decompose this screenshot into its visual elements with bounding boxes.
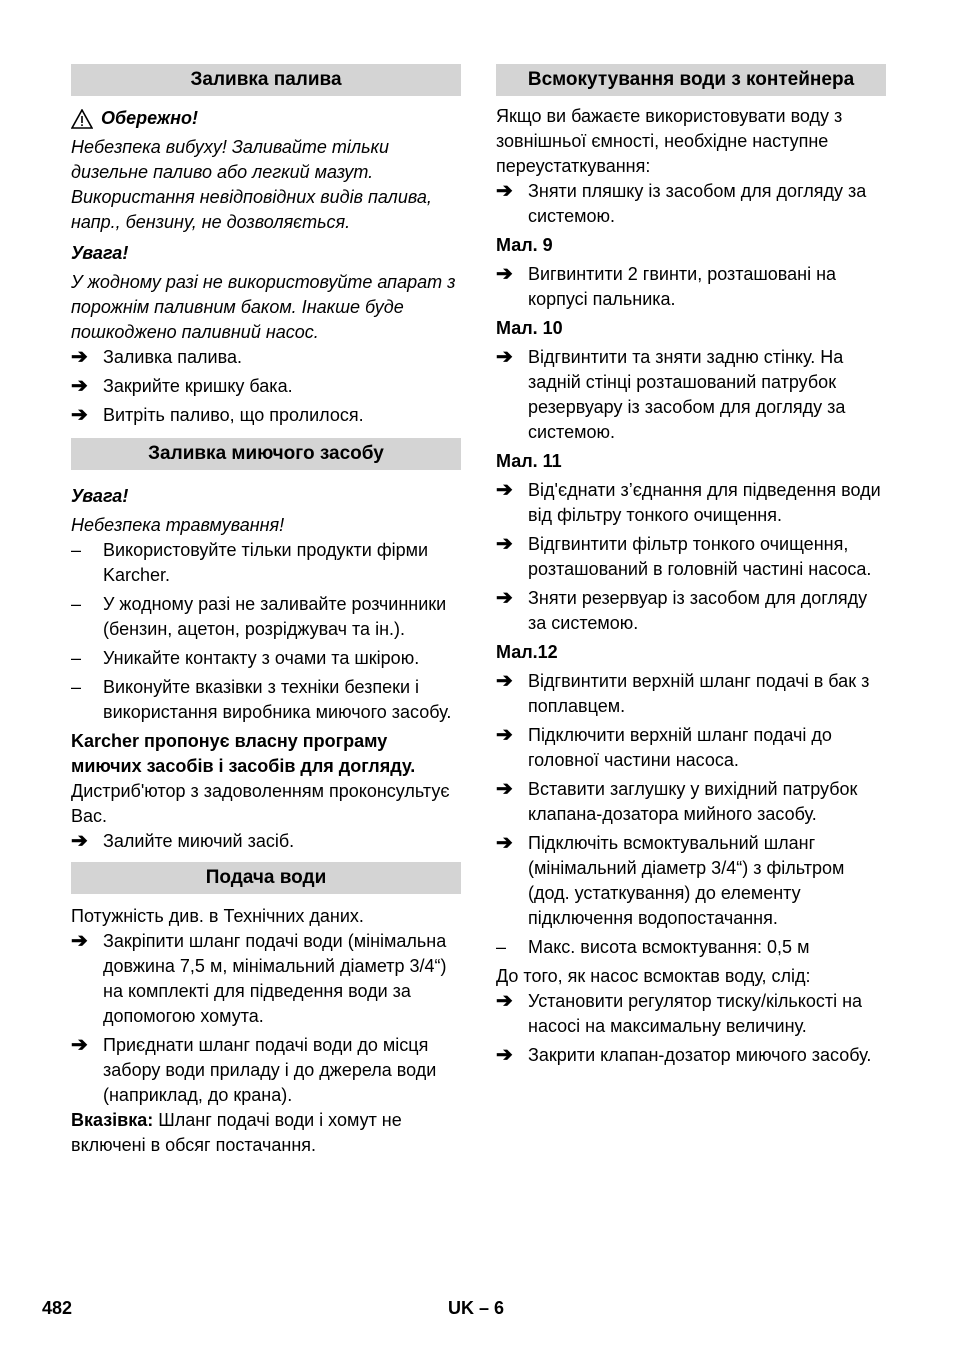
det-dash-item bbox=[71, 675, 461, 725]
dash-marker: – bbox=[71, 677, 82, 697]
water-step bbox=[71, 929, 461, 1029]
det-step bbox=[71, 829, 461, 854]
step-text: Закрити клапан-дозатор миючого засобу. bbox=[528, 1045, 872, 1065]
suction-step bbox=[496, 586, 886, 636]
karcher-program-text: Karcher пропонує власну програму миючих засобів і засобів для догляду. bbox=[71, 731, 416, 776]
max-height-item bbox=[496, 935, 886, 960]
dash-marker: – bbox=[71, 540, 82, 560]
step-text: Витріть паливо, що пролилося. bbox=[103, 405, 364, 425]
suction-step bbox=[496, 345, 886, 445]
final-step bbox=[496, 989, 886, 1039]
power-text: Потужність див. в Технічних даних. bbox=[71, 906, 364, 926]
step-text: Відгвинтити верхній шланг подачі в бак з поплавцем. bbox=[528, 671, 870, 716]
detergent-header: Заливка миючого засобу bbox=[71, 438, 461, 470]
arrow-icon: ➔ bbox=[496, 346, 513, 368]
suction-header: Всмокутування води з контейнера bbox=[496, 64, 886, 96]
dash-marker: – bbox=[71, 594, 82, 614]
distributor-text: Дистриб'ютор з задоволенням проконсультує Вас. bbox=[71, 781, 450, 826]
arrow-icon: ➔ bbox=[71, 930, 88, 952]
warning-triangle-icon bbox=[71, 109, 93, 129]
water-header: Подача води bbox=[71, 862, 461, 894]
arrow-icon: ➔ bbox=[496, 1044, 513, 1066]
intro-text: Якщо ви бажаєте використовувати воду з зовнішньої ємності, необхідне наступне переустаткування: bbox=[496, 106, 843, 176]
arrow-icon: ➔ bbox=[71, 830, 88, 852]
step-text: Відгвинтити та зняти задню стінку. На задній стінці розташований патрубок резервуару із засобом для догляду за системою. bbox=[528, 347, 846, 442]
fuel-step bbox=[71, 345, 461, 370]
arrow-icon: ➔ bbox=[496, 670, 513, 692]
step-text: Зняти пляшку із засобом для догляду за системою. bbox=[528, 181, 867, 226]
arrow-icon: ➔ bbox=[71, 346, 88, 368]
note-paragraph bbox=[71, 1108, 461, 1158]
dash-text: Використовуйте тільки продукти фірми Karcher. bbox=[103, 540, 429, 585]
step-text: Приєднати шланг подачі води до місця забору води приладу і до джерела води (наприклад, до крана). bbox=[103, 1035, 437, 1105]
caution-text: Небезпека вибуху! Заливайте тільки дизельне паливо або легкий мазут. Використання невідповідних видів палива, напр., бензину, не дозволяється. bbox=[71, 137, 432, 232]
fig-label-11: Мал. 11 bbox=[496, 451, 562, 471]
det-attention-text: Небезпека травмування! bbox=[71, 515, 285, 535]
before-text: До того, як насос всмоктав воду, слід: bbox=[496, 966, 811, 986]
dash-marker: – bbox=[71, 648, 82, 668]
arrow-icon: ➔ bbox=[496, 990, 513, 1012]
fig-label-9: Мал. 9 bbox=[496, 235, 553, 255]
dash-marker: – bbox=[496, 937, 507, 957]
suction-step bbox=[496, 262, 886, 312]
fuel-step bbox=[71, 374, 461, 399]
note-text: Шланг подачі води і хомут не включені в обсяг постачання. bbox=[71, 1110, 402, 1155]
arrow-icon: ➔ bbox=[71, 404, 88, 426]
step-text: Підключіть всмоктувальний шланг (мінімальний діаметр 3/4“) з фільтром (дод. устаткування) до елементу підключення водопостачання. bbox=[528, 833, 845, 928]
step-text: Закріпити шланг подачі води (мінімальна довжина 7,5 м, мінімальний діаметр 3/4“) на комплекті для підведення води за допомогою хомута. bbox=[103, 931, 447, 1026]
step-text: Підключити верхній шланг подачі до головної частини насоса. bbox=[528, 725, 832, 770]
left-column bbox=[71, 64, 461, 1158]
final-step bbox=[496, 1043, 886, 1068]
attention-text: У жодному разі не використовуйте апарат з порожнім паливним баком. Інакше буде пошкоджено паливний насос. bbox=[71, 272, 456, 342]
arrow-icon: ➔ bbox=[71, 1034, 88, 1056]
page-number: 482 bbox=[42, 1298, 73, 1318]
note-label: Вказівка: bbox=[71, 1110, 154, 1130]
det-dash-item bbox=[71, 646, 461, 671]
caution-line bbox=[71, 106, 461, 131]
fig-label-10: Мал. 10 bbox=[496, 318, 563, 338]
arrow-icon: ➔ bbox=[496, 180, 513, 202]
step-text: Відгвинтити фільтр тонкого очищення, розташований в головній частині насоса. bbox=[528, 534, 872, 579]
fig-label-12: Мал.12 bbox=[496, 642, 558, 662]
dash-text: Макс. висота всмоктування: 0,5 м bbox=[528, 937, 810, 957]
water-step bbox=[71, 1033, 461, 1108]
step-text: Заливка палива. bbox=[103, 347, 242, 367]
dash-text: У жодному разі не заливайте розчинники (бензин, ацетон, розріджувач та ін.). bbox=[103, 594, 447, 639]
arrow-icon: ➔ bbox=[496, 832, 513, 854]
suction-step bbox=[496, 478, 886, 528]
arrow-icon: ➔ bbox=[496, 587, 513, 609]
det-attention-label: Увага! bbox=[71, 486, 129, 506]
fuel-step bbox=[71, 403, 461, 428]
step-text: Закрийте кришку бака. bbox=[103, 376, 293, 396]
det-dash-item bbox=[71, 538, 461, 588]
arrow-icon: ➔ bbox=[496, 778, 513, 800]
step-text: Зняти резервуар із засобом для догляду за системою. bbox=[528, 588, 868, 633]
right-column bbox=[496, 64, 886, 1068]
arrow-icon: ➔ bbox=[496, 479, 513, 501]
step-text: Вигвинтити 2 гвинти, розташовані на корпусі пальника. bbox=[528, 264, 837, 309]
arrow-icon: ➔ bbox=[496, 533, 513, 555]
suction-step bbox=[496, 831, 886, 931]
section-label: UK – 6 bbox=[448, 1298, 505, 1318]
caution-label: Обережно! bbox=[101, 108, 199, 128]
step-text: Вставити заглушку у вихідний патрубок клапана-дозатора мийного засобу. bbox=[528, 779, 858, 824]
arrow-icon: ➔ bbox=[71, 375, 88, 397]
step-text: Залийте миючий засіб. bbox=[103, 831, 295, 851]
attention-label: Увага! bbox=[71, 243, 129, 263]
dash-text: Уникайте контакту з очами та шкірою. bbox=[103, 648, 420, 668]
dash-text: Виконуйте вказівки з техніки безпеки і використання виробника миючого засобу. bbox=[103, 677, 452, 722]
suction-step bbox=[496, 777, 886, 827]
suction-step bbox=[496, 723, 886, 773]
suction-step bbox=[496, 179, 886, 229]
fuel-header: Заливка палива bbox=[71, 64, 461, 96]
det-dash-item bbox=[71, 592, 461, 642]
step-text: Установити регулятор тиску/кількості на насосі на максимальну величину. bbox=[528, 991, 863, 1036]
step-text: Від'єднати з’єднання для підведення води від фільтру тонкого очищення. bbox=[528, 480, 881, 525]
suction-step bbox=[496, 669, 886, 719]
arrow-icon: ➔ bbox=[496, 263, 513, 285]
suction-step bbox=[496, 532, 886, 582]
arrow-icon: ➔ bbox=[496, 724, 513, 746]
